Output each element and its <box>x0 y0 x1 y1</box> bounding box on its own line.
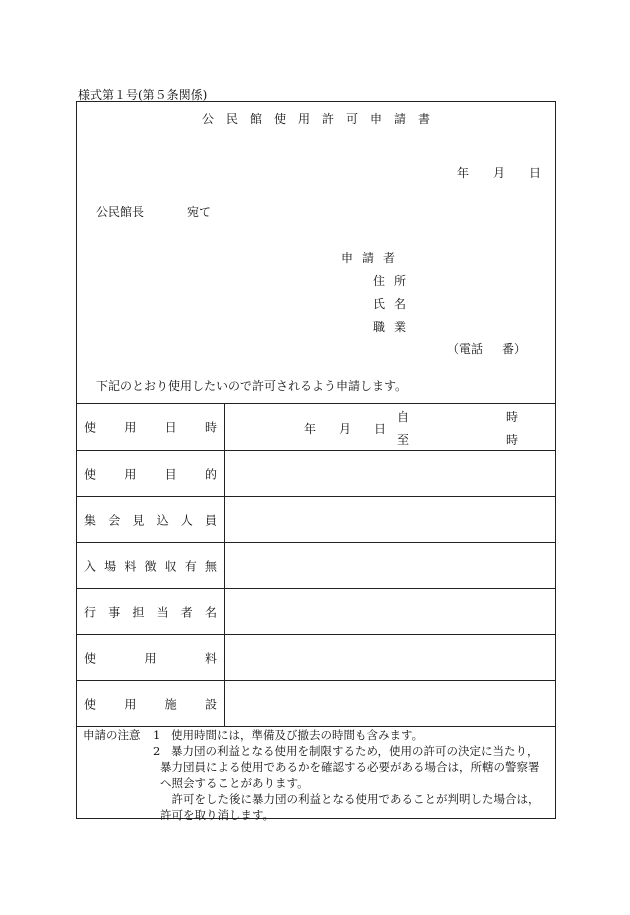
row-label <box>84 695 217 712</box>
row-label-char: 見 <box>132 513 145 527</box>
table-row <box>77 543 555 589</box>
row-label-char: 的 <box>204 467 217 481</box>
date-day-label: 日 <box>529 166 542 180</box>
usage-hour-from-label: 時 <box>506 410 519 424</box>
row-label <box>84 511 217 528</box>
row-label-char: 無 <box>204 559 217 573</box>
row-label-char: 当 <box>156 605 169 619</box>
row-label-cell <box>77 589 225 634</box>
applicant-occupation-label: 職業 <box>373 320 416 334</box>
application-form <box>76 101 556 822</box>
row-label-char: 場 <box>104 559 117 573</box>
row-label-char: 担 <box>132 605 145 619</box>
row-label-char: 設 <box>204 697 217 711</box>
recipient-name: 公民館長 <box>96 205 145 219</box>
row-label-char: 名 <box>204 605 217 619</box>
row-label-char: 施 <box>164 697 177 711</box>
usage-year-label: 年 <box>304 422 317 436</box>
row-label-cell <box>77 451 225 496</box>
row-label <box>84 557 217 574</box>
row-label-char: 用 <box>144 651 157 665</box>
row-label-char: 使 <box>84 697 97 711</box>
row-label-char: 徴 <box>144 559 157 573</box>
row-label-char: 集 <box>84 513 97 527</box>
row-label-char: 員 <box>204 513 217 527</box>
row-label-cell <box>77 543 225 588</box>
usage-datetime-cell[interactable] <box>225 404 555 450</box>
row-label <box>84 649 217 666</box>
form-number: 様式第１号(第５条関係) <box>78 88 208 102</box>
row-label-char: 人 <box>180 513 193 527</box>
table-row <box>77 497 555 543</box>
event-manager-cell[interactable] <box>225 589 555 634</box>
phone-unit-label: 番） <box>502 342 527 356</box>
table-row <box>77 589 555 635</box>
usage-fee-cell[interactable] <box>225 635 555 680</box>
usage-to-label: 至 <box>397 433 410 447</box>
table-row <box>77 681 555 727</box>
usage-day-label: 日 <box>374 422 387 436</box>
row-label-char: 込 <box>156 513 169 527</box>
admission-fee-cell[interactable] <box>225 543 555 588</box>
row-label-cell <box>77 497 225 542</box>
row-label-char: 料 <box>204 651 217 665</box>
note-line: 許可をした後に暴力団の利益となる使用であることが判明した場合は， <box>160 792 540 806</box>
note-line: 使用時間には，準備及び撤去の時間も含みます。 <box>171 728 424 742</box>
note-line: 暴力団員による使用であるかを確認する必要がある場合は，所轄の警察署 <box>160 760 540 774</box>
row-label-char: 用 <box>124 467 137 481</box>
row-label-cell <box>77 681 225 726</box>
row-label-char: 入 <box>84 559 97 573</box>
row-label-char: 使 <box>84 651 97 665</box>
row-label-char: 収 <box>164 559 177 573</box>
recipient-suffix: 宛て <box>187 205 212 219</box>
row-label <box>84 465 217 482</box>
row-label-cell <box>77 404 225 450</box>
application-statement: 下記のとおり使用したいので許可されるよう申請します。 <box>96 379 408 393</box>
table-row <box>77 451 555 497</box>
usage-month-label: 月 <box>339 422 352 436</box>
note-line: 暴力団の利益となる使用を制限するため，使用の許可の決定に当たり， <box>171 744 539 758</box>
date-year-label: 年 <box>457 166 470 180</box>
applicant-address-label: 住所 <box>373 274 416 288</box>
date-month-label: 月 <box>493 166 506 180</box>
expected-attendance-cell[interactable] <box>225 497 555 542</box>
note-number: 2 <box>153 744 161 758</box>
row-label-cell <box>77 635 225 680</box>
row-label-char: 使 <box>84 420 97 435</box>
row-label-char: 事 <box>108 605 121 619</box>
row-label-char: 日 <box>164 420 177 435</box>
usage-purpose-cell[interactable] <box>225 451 555 496</box>
usage-hour-to-label: 時 <box>506 433 519 447</box>
row-label-char: 会 <box>108 513 121 527</box>
row-label-char: 有 <box>184 559 197 573</box>
facility-cell[interactable] <box>225 681 555 726</box>
row-label <box>84 603 217 620</box>
row-label-char: 時 <box>204 420 217 435</box>
note-line: へ照会することがあります。 <box>160 776 309 790</box>
row-label-char: 用 <box>124 420 137 435</box>
note-number: 1 <box>153 728 161 742</box>
details-table <box>77 403 555 727</box>
form-title: 公民館使用許可申請書 <box>201 112 442 126</box>
phone-label: （電話 <box>447 342 484 356</box>
row-label-char: 使 <box>84 467 97 481</box>
table-row <box>77 635 555 681</box>
notes-heading: 申請の注意 <box>83 728 141 742</box>
note-line: 許可を取り消します。 <box>160 808 275 822</box>
row-label-char: 用 <box>124 697 137 711</box>
row-label-char: 料 <box>124 559 137 573</box>
table-row <box>77 404 555 451</box>
row-label <box>84 419 217 436</box>
row-label-char: 行 <box>84 605 97 619</box>
applicant-label: 申請者 <box>341 251 405 265</box>
usage-from-label: 自 <box>397 410 410 424</box>
row-label-char: 目 <box>164 467 177 481</box>
applicant-name-label: 氏名 <box>373 297 416 311</box>
row-label-char: 者 <box>180 605 193 619</box>
